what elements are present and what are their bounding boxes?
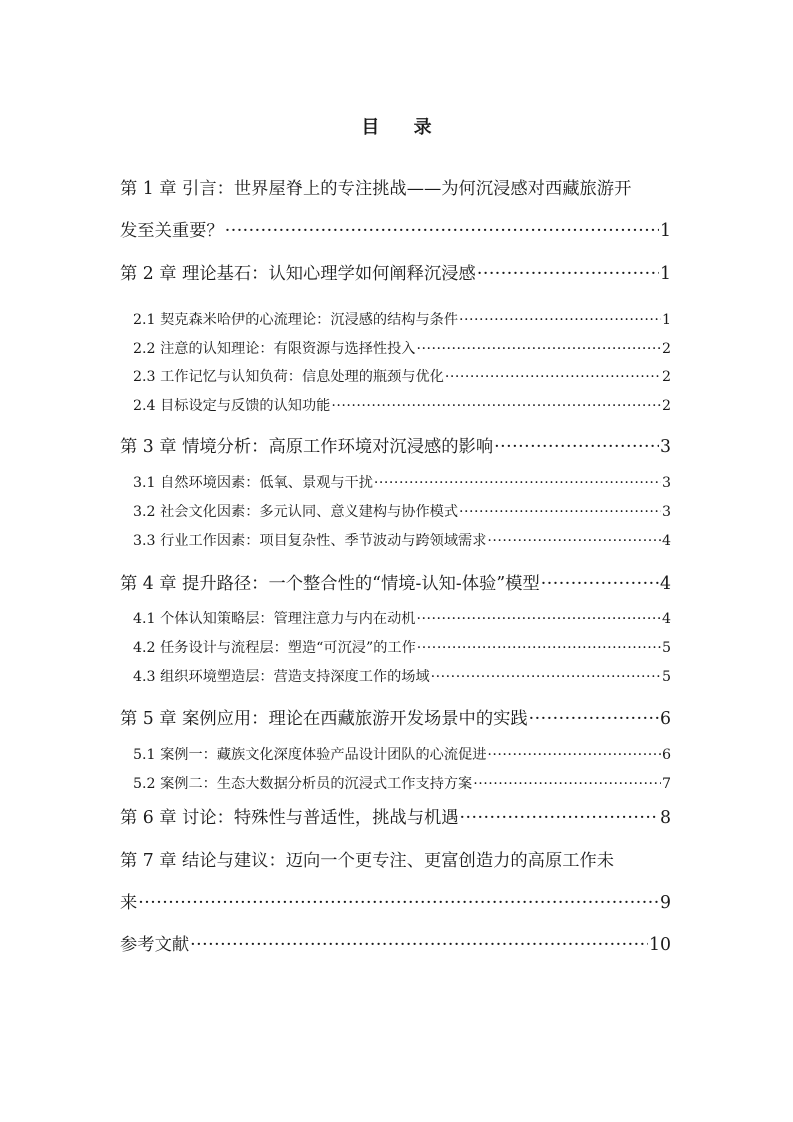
toc-entry-chapter-7[interactable] [120, 888, 671, 913]
toc-page-number: 9 [660, 893, 671, 913]
toc-entry-label: 5.1 案例一：藏族文化深度体验产品设计团队的心流促进 [133, 747, 487, 763]
dot-leader [225, 221, 659, 241]
dot-leader [331, 398, 661, 414]
toc-page-number: 8 [660, 808, 671, 828]
toc-entry-label: 第 2 章 理论基石：认知心理学如何阐释沉浸感 [120, 264, 476, 284]
toc-entry-label: 2.3 工作记忆与认知负荷：信息处理的瓶颈与优化 [133, 369, 444, 385]
dot-leader [374, 475, 661, 491]
toc-page-number: 1 [661, 312, 671, 328]
toc-entry-label: 3.1 自然环境因素：低氧、景观与干扰 [133, 475, 373, 491]
toc-entry-label: 第 6 章 讨论：特殊性与普适性，挑战与机遇 [120, 808, 459, 828]
toc-entry-section-5-1[interactable] [133, 744, 671, 764]
toc-page-number: 10 [649, 935, 671, 955]
toc-entry-section-5-2[interactable] [133, 773, 671, 793]
toc-page-number: 1 [660, 264, 671, 284]
toc-page-number: 1 [660, 221, 671, 241]
toc-page-number: 5 [661, 669, 671, 685]
toc-page-number: 6 [660, 709, 671, 729]
toc-entry-label: 发至关重要？ [120, 221, 224, 241]
toc-page-number: 2 [661, 369, 671, 385]
dot-leader [529, 709, 659, 729]
toc-entry-chapter-7-line1[interactable]: 第 7 章 结论与建议：迈向一个更专注、更富创造力的高原工作未 [120, 851, 615, 871]
toc-entry-section-2-2[interactable] [133, 338, 671, 358]
dot-leader [431, 669, 661, 685]
toc-entry-chapter-4[interactable] [120, 569, 671, 594]
dot-leader [459, 312, 661, 328]
toc-entry-label: 第 5 章 案例应用：理论在西藏旅游开发场景中的实践 [120, 709, 528, 729]
toc-entry-chapter-6[interactable] [120, 803, 671, 828]
toc-page-number: 6 [661, 747, 671, 763]
toc-page-number: 2 [661, 398, 671, 414]
toc-entry-references[interactable] [120, 930, 671, 955]
toc-entry-label: 2.2 注意的认知理论：有限资源与选择性投入 [133, 341, 416, 357]
toc-entry-section-3-3[interactable] [133, 530, 671, 550]
toc-entry-label: 第 4 章 提升路径：一个整合性的“情境-认知-体验”模型 [120, 574, 540, 594]
toc-entry-label: 4.2 任务设计与流程层：塑造“可沉浸”的工作 [133, 640, 416, 656]
toc-page-number: 5 [661, 640, 671, 656]
toc-entry-section-3-1[interactable] [133, 472, 671, 492]
dot-leader [460, 808, 659, 828]
toc-title: 目 录 [361, 117, 446, 138]
toc-page-number: 2 [661, 341, 671, 357]
toc-page-number: 3 [660, 437, 671, 457]
toc-entry-section-2-4[interactable] [133, 395, 671, 415]
toc-page-number: 7 [661, 776, 671, 792]
toc-entry-label: 第 3 章 情境分析：高原工作环境对沉浸感的影响 [120, 437, 494, 457]
dot-leader [541, 574, 659, 594]
toc-entry-section-4-3[interactable] [133, 666, 671, 686]
dot-leader [138, 893, 659, 913]
toc-entry-section-2-1[interactable] [133, 309, 671, 329]
dot-leader [417, 640, 661, 656]
dot-leader [445, 369, 661, 385]
toc-entry-section-4-1[interactable] [133, 608, 671, 628]
toc-entry-label: 3.2 社会文化因素：多元认同、意义建构与协作模式 [133, 504, 459, 520]
dot-leader [487, 533, 661, 549]
dot-leader [494, 437, 659, 457]
toc-page-number: 4 [661, 533, 671, 549]
toc-entry-chapter-3[interactable] [120, 432, 671, 457]
toc-entry-section-2-3[interactable] [133, 366, 671, 386]
dot-leader [473, 776, 661, 792]
toc-entry-label: 2.4 目标设定与反馈的认知功能 [133, 398, 331, 414]
toc-entry-label: 4.1 个体认知策略层：管理注意力与内在动机 [133, 611, 416, 627]
toc-entry-label: 3.3 行业工作因素：项目复杂性、季节波动与跨领域需求 [133, 533, 487, 549]
toc-entry-section-4-2[interactable] [133, 637, 671, 657]
toc-entry-label: 参考文献 [120, 935, 190, 955]
toc-entry-label: 2.1 契克森米哈伊的心流理论：沉浸感的结构与条件 [133, 312, 459, 328]
dot-leader [190, 935, 648, 955]
toc-entry-chapter-1[interactable] [120, 216, 671, 241]
toc-entry-label: 来 [120, 893, 138, 913]
toc-entry-chapter-5[interactable] [120, 704, 671, 729]
toc-entry-section-3-2[interactable] [133, 501, 671, 521]
toc-page-number: 3 [661, 475, 671, 491]
dot-leader [487, 747, 661, 763]
toc-entry-chapter-2[interactable] [120, 259, 671, 284]
dot-leader [416, 341, 661, 357]
dot-leader [477, 264, 659, 284]
toc-entry-label: 4.3 组织环境塑造层：营造支持深度工作的场域 [133, 669, 430, 685]
toc-entry-label: 5.2 案例二：生态大数据分析员的沉浸式工作支持方案 [133, 776, 473, 792]
toc-page-number: 4 [661, 611, 671, 627]
toc-page-number: 3 [661, 504, 671, 520]
toc-entry-chapter-1-line1[interactable]: 第 1 章 引言：世界屋脊上的专注挑战——为何沉浸感对西藏旅游开 [120, 179, 632, 199]
dot-leader [459, 504, 661, 520]
toc-page-number: 4 [660, 574, 671, 594]
dot-leader [416, 611, 661, 627]
